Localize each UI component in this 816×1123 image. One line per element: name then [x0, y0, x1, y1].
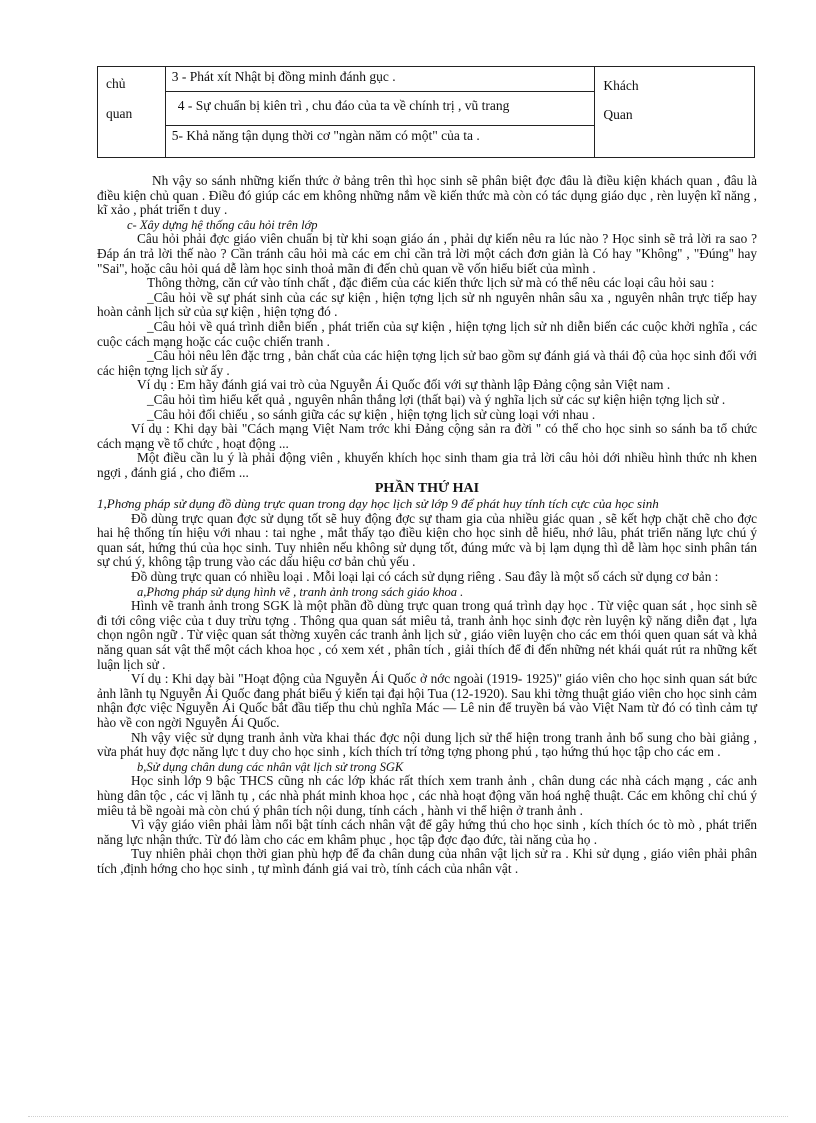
factors-cell: [165, 67, 595, 158]
subsection-title: c- Xây dựng hệ thống câu hỏi trên lớp: [127, 217, 318, 232]
example: Ví dụ : Em hãy đánh giá vai trò của Nguyễn Ái Quốc đối với sự thành lập Đảng cộng sản Việt nam .: [137, 377, 671, 393]
list-item: _Câu hỏi về quá trình diễn biến , phát triển của sự kiện , hiện tợng lịch sử nh diễn biến các cuộc khởi nghĩa , các cuộc cách mạng hoặc các cuộc chiến tranh .: [97, 318, 757, 349]
paragraph: Hình vẽ tranh ảnh trong SGK là một phần đồ dùng trực quan trong quá trình dạy học . Từ việc quan sát , học sinh sẽ đi tới công việc của t duy trừu tợng . Thông qua quan sát miêu tả, tranh ảnh học sinh đợc rèn luyện kỹ năng diễn đạt , lựa chọn ngôn ngữ . Từ việc quan sát thờng xuyên các tranh ảnh lịch sử , giáo viên luyện cho các em thói quen quan sát và khả năng quan sát vật thể một cách khoa học , có xem xét , phân tích , giải thích để đi đến những nét khái quát rút ra những kết luận lịch sử .: [97, 598, 757, 672]
example: Ví dụ : Khi dạy bài "Cách mạng Việt Nam trớc khi Đảng cộng sản ra đời '' có thể cho học sinh so sánh ba tổ chức cách mạng về tổ chức , hoạt động ...: [97, 421, 757, 451]
section-title: 1,Phơng pháp sử dụng đồ dùng trực quan trong dạy học lịch sử lớp 9 để phát huy tính tích cực của học sinh: [97, 496, 659, 512]
list-item: _Câu hỏi đối chiếu , so sánh giữa các sự kiện , hiện tợng lịch sử cùng loại với nhau .: [147, 406, 596, 422]
factor-row: 4 - Sự chuẩn bị kiên trì , chu đáo của ta về chính trị , vũ trang: [166, 92, 595, 126]
part-heading: PHẦN THỨ HAI: [374, 481, 480, 497]
subsection-title: a,Phơng pháp sử dụng hình vẽ , tranh ảnh trong sách giáo khoa .: [137, 584, 464, 599]
objective-label-cell: [595, 67, 755, 158]
objective-label-line2: Quan: [603, 107, 633, 122]
factor-row: 5- Khả năng tận dụng thời cơ "ngàn năm có một" của ta .: [171, 128, 480, 143]
subjective-label-line2: quan: [106, 106, 133, 121]
paragraph: Vì vậy giáo viên phải làm nổi bật tính cách nhân vật để gây hứng thú cho học sinh , kích thích óc tò mò , phát triển năng lực nhận thức. Từ đó làm cho các em khâm phục , học tập đợc đạo đức, tài năng của họ .: [97, 817, 757, 847]
paragraph: Một điều cần lu ý là phải động viên , khuyến khích học sinh tham gia trả lời câu hỏi dới nhiều hình thức nh khen ngợi , đánh giá , cho điểm ...: [97, 450, 757, 480]
paragraph: Tuy nhiên phải chọn thời gian phù hợp để đa chân dung của nhân vật lịch sử ra . Khi sử dụng , giáo viên phải phân tích ,định hớng cho học sinh , tự mình đánh giá vai trò, tính cách của nhân vật .: [97, 846, 757, 876]
conditions-table: [97, 66, 755, 158]
factor-row: 3 - Phát xít Nhật bị đồng minh đánh gục .: [166, 67, 595, 92]
paragraph: Đồ dùng trực quan đợc sử dụng tốt sẽ huy động đợc sự tham gia của nhiều giác quan , sẽ kết hợp chặt chẽ cho đợc hai hệ thống tín hiệu với nhau : tai nghe , mắt thấy tạo điều kiện cho học sinh dễ hiểu, nhớ lâu, phát triển năng lực chú ý quan sát, hứng thú của học sinh. Tuy nhiên nếu không sử dụng tốt, đúng mức và bị lạm dụng thì dễ làm học sinh phân tán sự chú ý, không tập trung vào các dấu hiệu cơ bản chủ yếu .: [97, 510, 757, 570]
list-item: _Câu hỏi nêu lên đặc trng , bản chất của các hiện tợng lịch sử bao gồm sự đánh giá và thái độ của học sinh đối với các hiện tợng lịch sử ấy .: [97, 348, 757, 378]
paragraph: Câu hỏi phải đợc giáo viên chuẩn bị từ khi soạn giáo án , phải dự kiến nêu ra lúc nào ? Học sinh sẽ trả lời ra sao ? Đáp án trả lời thế nào ? Cần tránh câu hỏi mà các em chỉ cần trả lời một cách đơn giản là Có hay "Không'' , "Đúng'' hay "Sai'', hoặc câu hỏi quá dễ làm học sinh thoả mãn đi đến chủ quan về vốn hiểu biết của mình .: [97, 231, 757, 276]
paragraph: Thông thờng, căn cứ vào tính chất , đặc điểm của các kiến thức lịch sử mà có thể nêu các loại câu hỏi sau :: [147, 275, 715, 291]
document-body: [97, 174, 757, 877]
list-item: _Câu hỏi tìm hiểu kết quả , nguyên nhân thắng lợi (thất bại) và ý nghĩa lịch sử các sự kiện hiện tợng lịch sử .: [147, 391, 726, 407]
list-item: _Câu hỏi về sự phát sinh của các sự kiện , hiện tợng lịch sử nh nguyên nhân sâu xa , nguyên nhân trực tiếp hay hoàn cảnh lịch sử của sự kiện , hiện tợng đó .: [97, 289, 757, 320]
paragraph: Nh vậy việc sử dụng tranh ảnh vừa khai thác đợc nội dung lịch sử thể hiện trong tranh ảnh bổ sung cho bài giảng , vừa phát huy đợc năng lực t duy cho học sinh , kích thích trí tởng tợng phong phú , tạo hứng thú học tập cho các em .: [97, 729, 757, 760]
page-footer-rule: [28, 1116, 788, 1117]
example: Ví dụ : Khi dạy bài "Hoạt động của Nguyễn Ái Quốc ở nớc ngoài (1919- 1925)'' giáo viên cho học sinh quan sát bức ảnh lãnh tụ Nguyễn Ái Quốc đang phát biểu ý kiến tại đại hội Tua (12-1920). Sau khi tờng thuật giáo viên cho học sinh cảm nhận đợc việc Nguyễn Ái Quốc bắt đầu tiếp thu chủ nghĩa Mác — Lê nin để truyền bá vào Việt Nam từ đó có tình cảm tự hào về con ngời Nguyễn Ái Quốc.: [97, 671, 757, 730]
paragraph: Học sinh lớp 9 bậc THCS cũng nh các lớp khác rất thích xem tranh ảnh , chân dung các nhà cách mạng , các anh hùng dân tộc , các vị lãnh tụ , các nhà phát minh khoa học , các nhà hoạt động văn hoá nghệ thuật. Các em không chỉ chú ý miêu tả bề ngoài mà còn chú ý phân tích nội dung, tính cách , hành vi thể hiện ở tranh ảnh .: [97, 773, 757, 818]
paragraph: Nh vậy so sánh những kiến thức ở bảng trên thì học sinh sẽ phân biệt đợc đâu là điều kiện khách quan , đâu là điều kiện chủ quan . Điều đó giúp các em không những nắm về kiến thức mà còn có tác dụng giáo dục , rèn luyện kĩ năng , kĩ xảo , phát triển t duy .: [97, 173, 757, 218]
subjective-label-line1: chủ: [106, 76, 126, 91]
paragraph: Đồ dùng trực quan có nhiều loại . Mỗi loại lại có cách sử dụng riêng . Sau đây là một số cách sử dụng cơ bản :: [131, 569, 719, 585]
subjective-label-cell: [98, 67, 166, 158]
subsection-title: b,Sử dụng chân dung các nhân vật lịch sử trong SGK: [137, 759, 404, 774]
objective-label-line1: Khách: [603, 78, 639, 93]
